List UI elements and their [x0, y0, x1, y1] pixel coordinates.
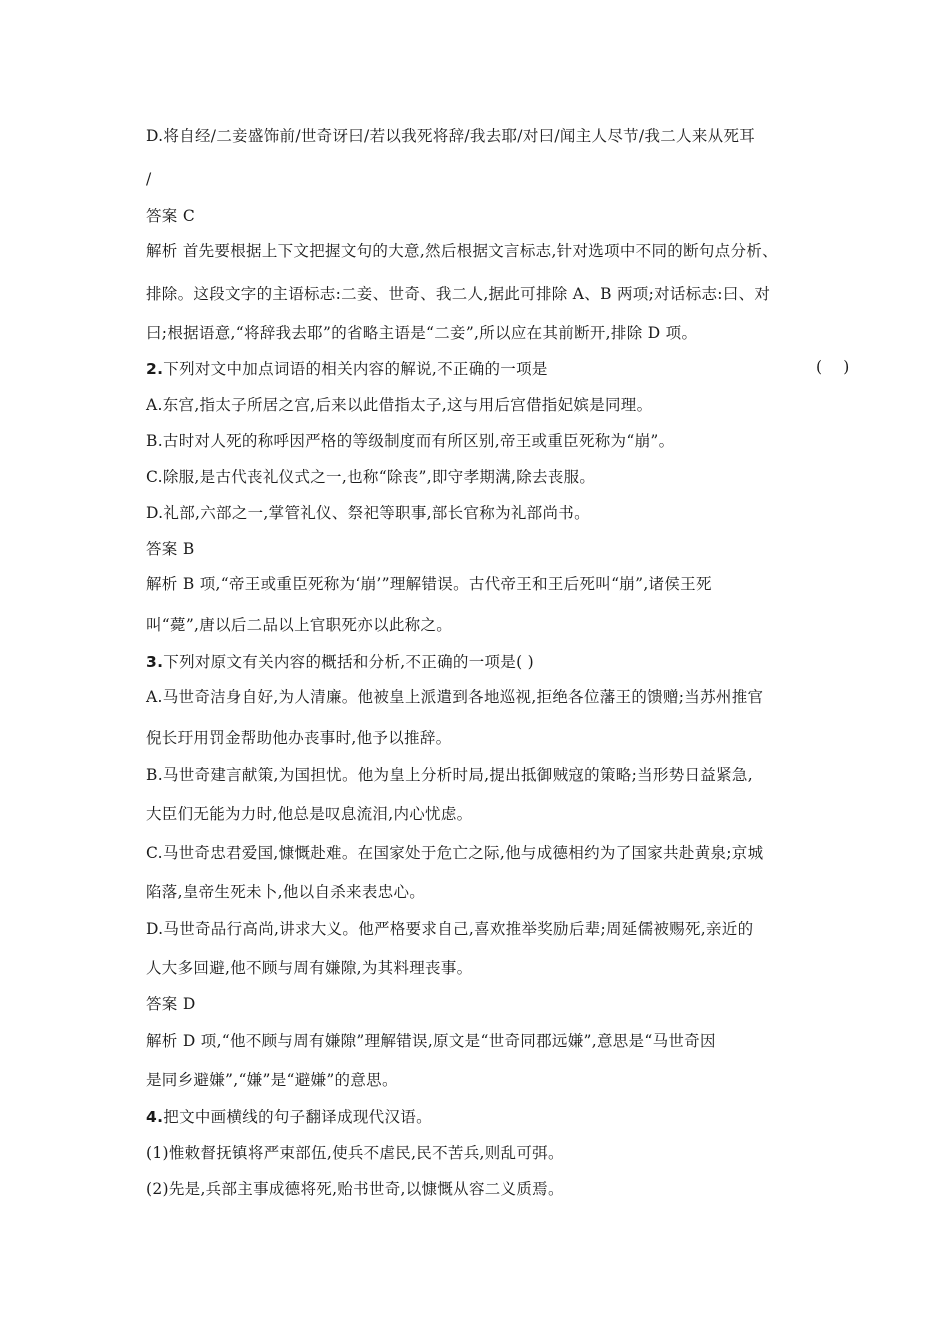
q3-option-c-line1: C.马世奇忠君爱国,慷慨赴难。在国家处于危亡之际,他与成德相约为了国家共赴黄泉;京城 — [146, 844, 764, 862]
q3-option-d-line2: 人大多回避,他不顾与周有嫌隙,为其料理丧事。 — [146, 959, 473, 977]
q1-analysis-line3: 曰;根据语意,“将辞我去耶”的省略主语是“二妾”,所以应在其前断开,排除 D 项。 — [146, 324, 698, 342]
q2-stem: 下列对文中加点词语的相关内容的解说,不正确的一项是 — [163, 360, 548, 378]
q3-option-b-line1: B.马世奇建言献策,为国担忧。他为皇上分析时局,提出抵御贼寇的策略;当形势日益紧急, — [146, 766, 753, 784]
q2-analysis-line2: 叫“薨”,唐以后二品以上官职死亦以此称之。 — [146, 616, 453, 634]
q2-analysis-line1: 解析 B 项,“帝王或重臣死称为‘崩’”理解错误。古代帝王和王后死叫“崩”,诸侯王死 — [146, 575, 712, 593]
q4-stem-line — [146, 1106, 870, 1128]
q3-analysis-line1: 解析 D 项,“他不顾与周有嫌隙”理解错误,原文是“世奇同郡远嫌”,意思是“马世奇因 — [146, 1032, 716, 1050]
q4-item-2: (2)先是,兵部主事成德将死,贻书世奇,以慷慨从容二义质焉。 — [146, 1180, 564, 1198]
q2-number: 2. — [146, 360, 164, 378]
q3-option-a-line2: 倪长玗用罚金帮助他办丧事时,他予以推辞。 — [146, 729, 452, 747]
q2-option-c: C.除服,是古代丧礼仪式之一,也称“除丧”,即守孝期满,除去丧服。 — [146, 468, 596, 486]
q1-option-d-line1: D.将自经/二妾盛饰前/世奇讶曰/若以我死将辞/我去耶/对曰/闻主人尽节/我二人来从死耳 — [146, 127, 756, 145]
q2-option-a: A.东宫,指太子所居之宫,后来以此借指太子,这与用后宫借指妃嫔是同理。 — [146, 396, 653, 414]
q3-number: 3. — [146, 653, 164, 671]
q3-option-a-line1: A.马世奇洁身自好,为人清廉。他被皇上派遣到各地巡视,拒绝各位藩王的馈赠;当苏州推官 — [146, 688, 764, 706]
q2-answer-paren: ( ) — [816, 358, 850, 376]
q1-analysis-line1: 解析 首先要根据上下文把握文句的大意,然后根据文言标志,针对选项中不同的断句点分析、 — [146, 242, 778, 260]
q3-answer: 答案 D — [146, 995, 196, 1013]
q4-stem: 把文中画横线的句子翻译成现代汉语。 — [163, 1108, 432, 1126]
q3-option-c-line2: 陷落,皇帝生死未卜,他以自杀来表忠心。 — [146, 883, 426, 901]
q4-number: 4. — [146, 1108, 164, 1126]
q1-option-d-line2: / — [146, 170, 152, 188]
q3-stem: 下列对原文有关内容的概括和分析,不正确的一项是( ) — [163, 653, 535, 671]
q4-item-1: (1)惟敕督抚镇将严束部伍,使兵不虐民,民不苦兵,则乱可弭。 — [146, 1144, 564, 1162]
q3-stem-line — [146, 651, 870, 673]
q2-option-b: B.古时对人死的称呼因严格的等级制度而有所区别,帝王或重臣死称为“崩”。 — [146, 432, 675, 450]
q2-stem-line — [146, 358, 870, 380]
q3-option-b-line2: 大臣们无能为力时,他总是叹息流泪,内心忧虑。 — [146, 805, 473, 823]
q1-analysis-line2: 排除。这段文字的主语标志:二妾、世奇、我二人,据此可排除 A、B 两项;对话标志:曰、对 — [146, 285, 771, 303]
q3-option-d-line1: D.马世奇品行高尚,讲求大义。他严格要求自己,喜欢推举奖励后辈;周延儒被赐死,亲近的 — [146, 920, 754, 938]
q2-answer: 答案 B — [146, 540, 195, 558]
q1-answer: 答案 C — [146, 207, 195, 225]
q3-analysis-line2: 是同乡避嫌”,“嫌”是“避嫌”的意思。 — [146, 1071, 398, 1089]
q2-option-d: D.礼部,六部之一,掌管礼仪、祭祀等职事,部长官称为礼部尚书。 — [146, 504, 590, 522]
